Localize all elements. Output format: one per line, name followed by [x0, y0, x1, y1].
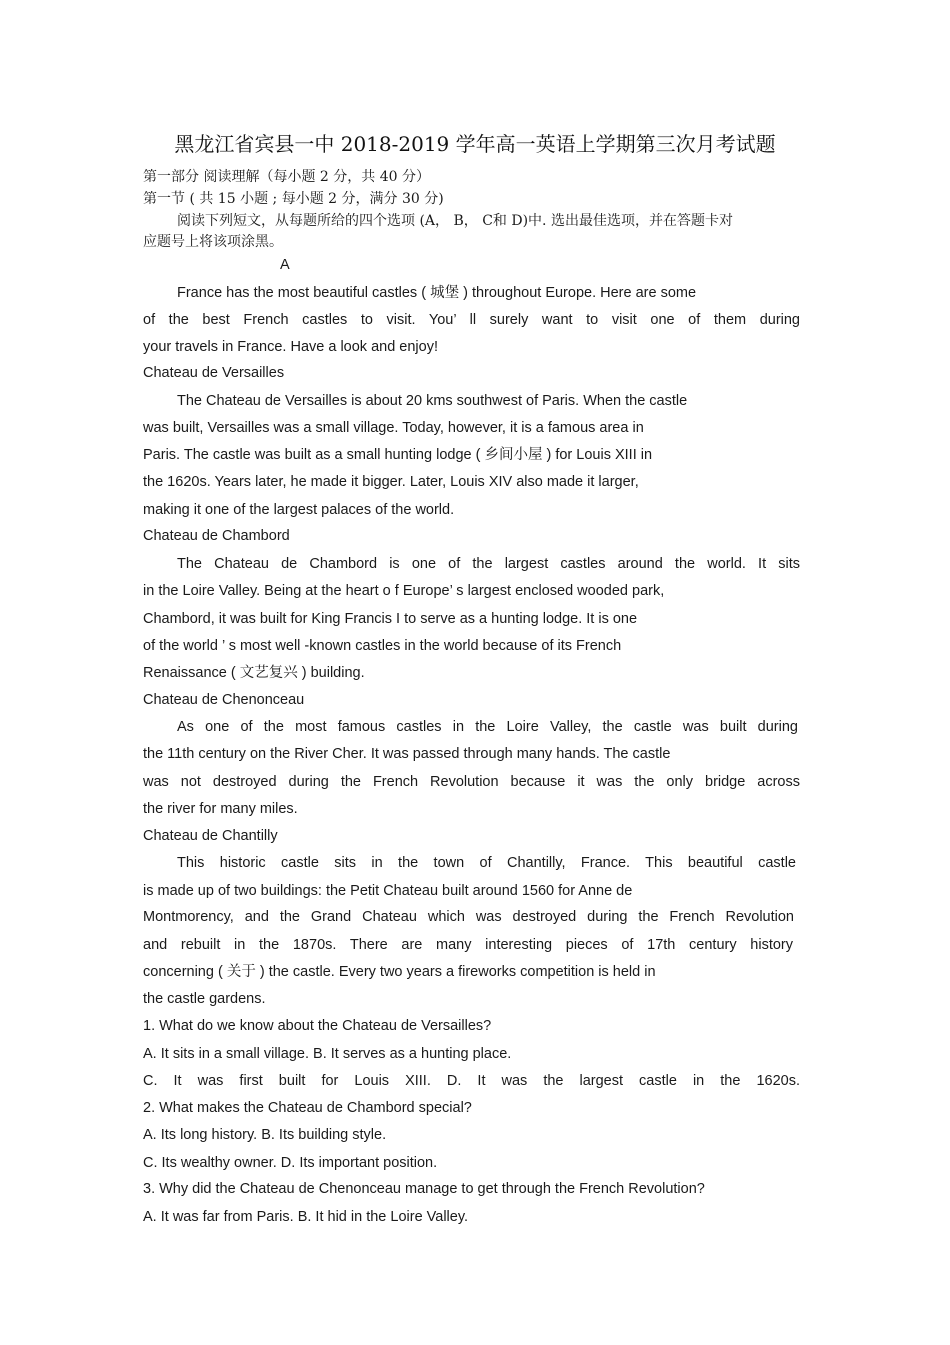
question-options: A. It was far from Paris. B. It hid in the Loire Valley. [143, 1209, 469, 1225]
passage-line: and rebuilt in the 1870s. There are many interesting pieces of 17th century history [143, 937, 793, 953]
passage-line: Paris. The castle was built as a small hunting lodge ( 乡间小屋 ) for Louis XIII in [143, 447, 653, 463]
passage-line: Chambord, it was built for King Francis I to serve as a hunting lodge. It is one [143, 611, 638, 627]
passage-line: As one of the most famous castles in the Loire Valley, the castle was built during [177, 719, 798, 735]
passage-line: Renaissance ( 文艺复兴 ) building. [143, 665, 365, 681]
passage-line: was built, Versailles was a small village. Today, however, it is a famous area in [143, 420, 644, 436]
passage-line: in the Loire Valley. Being at the heart o f Europe’ s largest enclosed wooded park, [143, 583, 665, 599]
passage-line: making it one of the largest palaces of the world. [143, 502, 455, 518]
passage-line: Montmorency, and the Grand Chateau which was destroyed during the French Revolution [143, 909, 794, 925]
passage-line: France has the most beautiful castles ( 城堡 ) throughout Europe. Here are some [177, 285, 697, 301]
question-stem: 3. Why did the Chateau de Chenonceau manage to get through the French Revolution? [143, 1181, 705, 1197]
section-heading-versailles: Chateau de Versailles [143, 365, 285, 381]
passage-line: the river for many miles. [143, 801, 298, 817]
section-heading-chambord: Chateau de Chambord [143, 528, 290, 544]
passage-line: The Chateau de Versailles is about 20 kms southwest of Paris. When the castle [177, 393, 688, 409]
instruction-line: 阅读下列短文，从每题所给的四个选项 (A， B， C和 D)中. 选出最佳选项，并在答题卡对 [177, 213, 733, 229]
exam-title: 黑龙江省宾县一中 2018-2019 学年高一英语上学期第三次月考试题 [174, 132, 776, 156]
passage-line: of the best French castles to visit. You’ ll surely want to visit one of them during [143, 312, 800, 328]
question-options: A. It sits in a small village. B. It serves as a hunting place. [143, 1046, 512, 1062]
instruction-line: 应题号上将该项涂黑。 [143, 234, 283, 250]
passage-line: was not destroyed during the French Revolution because it was the only bridge across [143, 774, 800, 790]
passage-line: the 1620s. Years later, he made it bigger. Later, Louis XIV also made it larger, [143, 474, 639, 490]
passage-line: the castle gardens. [143, 991, 266, 1007]
passage-line: the 11th century on the River Cher. It was passed through many hands. The castle [143, 746, 671, 762]
passage-line: of the world ’ s most well -known castles in the world because of its French [143, 638, 622, 654]
question-options: C. Its wealthy owner. D. Its important position. [143, 1155, 438, 1171]
passage-line: is made up of two buildings: the Petit Chateau built around 1560 for Anne de [143, 883, 633, 899]
part-heading: 第一部分 阅读理解（每小题 2 分，共 40 分） [143, 169, 430, 185]
passage-line: your travels in France. Have a look and enjoy! [143, 339, 438, 355]
question-stem: 1. What do we know about the Chateau de Versailles? [143, 1018, 492, 1034]
section-heading-chenonceau: Chateau de Chenonceau [143, 692, 305, 708]
passage-label: A [280, 257, 290, 273]
passage-line: This historic castle sits in the town of Chantilly, France. This beautiful castle [177, 855, 796, 871]
question-options: A. Its long history. B. Its building style. [143, 1127, 387, 1143]
passage-line: The Chateau de Chambord is one of the largest castles around the world. It sits [177, 556, 800, 572]
section-heading: 第一节 ( 共 15 小题 ; 每小题 2 分，满分 30 分) [143, 191, 444, 207]
passage-line: concerning ( 关于 ) the castle. Every two years a fireworks competition is held in [143, 964, 656, 980]
question-options: C. It was first built for Louis XIII. D. It was the largest castle in the 1620s. [143, 1073, 800, 1089]
section-heading-chantilly: Chateau de Chantilly [143, 828, 278, 844]
question-stem: 2. What makes the Chateau de Chambord special? [143, 1100, 472, 1116]
